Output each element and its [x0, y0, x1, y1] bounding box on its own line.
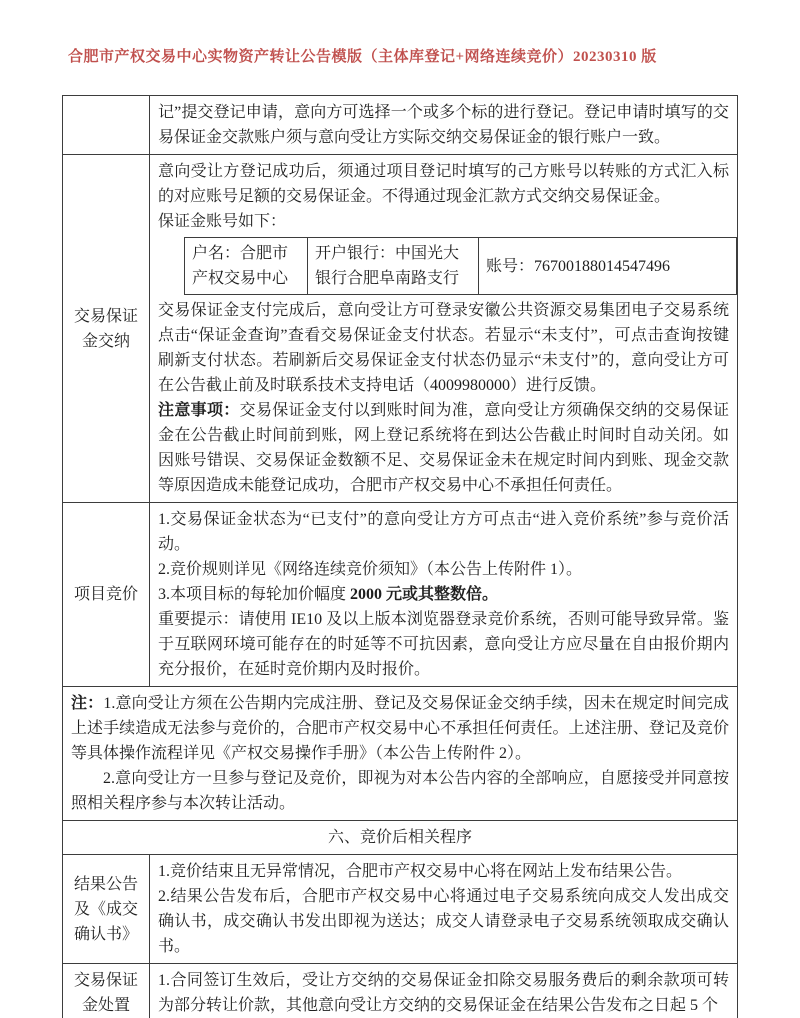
row-label-deposit-disposal: 交易保证金处置 [63, 964, 150, 1018]
deposit-account-table [184, 237, 737, 295]
bidding-item-3 [158, 582, 729, 607]
note-item-1-text: 1.意向受让方须在公告期内完成注册、登记及交易保证金交纳手续，因未在规定时间完成上述手续造成无法参与竞价的，合肥市产权交易中心不承担任何责任。上述注册、登记及竞价等具体操作流程详见《产权交易操作手册》（本公告上传附件 2）。 [71, 695, 729, 762]
row-label-project-bidding: 项目竞价 [63, 503, 150, 687]
deposit-para-account-intro: 保证金账号如下： [158, 213, 287, 230]
bidding-item-3-prefix: 3.本项目标的每轮加价幅度 [158, 586, 351, 603]
note-item-1 [71, 691, 729, 766]
row-result-announcement [63, 855, 738, 964]
deposit-payment-cell [150, 155, 738, 503]
registration-continuation-text: 记”提交登记申请，意向方可选择一个或多个标的进行登记。登记申请时填写的交易保证金交款账户须与意向受让方实际交纳交易保证金的银行账户一致。 [158, 104, 729, 146]
note-label: 注： [71, 695, 104, 712]
bidding-item-1: 1.交易保证金状态为“已支付”的意向受让方方可点击“进入竞价系统”参与竞价活动。 [158, 511, 729, 553]
deposit-notice-text: 交易保证金支付以到账时间为准，意向受让方须确保交纳的交易保证金在公告截止时间前到账，网上登记系统将在到达公告截止时间时自动关闭。如因账号错误、交易保证金数额不足、交易保证金未在规定时间内到账、现金交款等原因造成未能登记成功，合肥市产权交易中心不承担任何责任。 [158, 402, 729, 494]
row-deposit-payment [63, 155, 738, 503]
result-item-1: 1.竞价结束且无异常情况，合肥市产权交易中心将在网站上发布结果公告。 [158, 863, 683, 880]
deposit-notice-label: 注意事项： [158, 402, 240, 419]
deposit-disposal-cell [150, 964, 738, 1018]
deposit-account-row [185, 238, 737, 295]
account-number-cell: 账号：76700188014547496 [479, 238, 737, 295]
row-registration-continuation [63, 96, 738, 155]
row-label-deposit-payment: 交易保证金交纳 [63, 155, 150, 503]
note-cell [63, 687, 738, 821]
disposal-item-1: 1.合同签订生效后，受让方交纳的交易保证金扣除交易服务费后的剩余款项可转为部分转让价款，其他意向受让方交纳的交易保证金在结果公告发布之日起 5 个 [158, 972, 729, 1014]
bidding-increment-value: 2000 元或其整数倍。 [350, 586, 499, 603]
row-label-result-announcement: 结果公告及《成交确认书》 [63, 855, 150, 964]
bidding-important-tip: 重要提示：请使用 IE10 及以上版本浏览器登录竞价系统，否则可能导致异常。鉴于互联网环境可能存在的时延等不可抗因素，意向受让方应尽量在自由报价期内充分报价，在延时竞价期内及时报价。 [158, 611, 729, 678]
deposit-para-notice [158, 398, 729, 498]
doc-title: 合肥市产权交易中心实物资产转让公告模版（主体库登记+网络连续竞价）20230310 版 [68, 49, 657, 65]
row-label-empty [63, 96, 150, 155]
notice-table [62, 95, 738, 1018]
row-deposit-disposal [63, 964, 738, 1018]
section-header-cell: 六、竞价后相关程序 [63, 821, 738, 855]
note-item-2: 2.意向受让方一旦参与登记及竞价，即视为对本公告内容的全部响应，自愿接受并同意按照相关程序参与本次转让活动。 [71, 770, 729, 812]
project-bidding-cell [150, 503, 738, 687]
deposit-para-payment-status: 交易保证金支付完成后，意向受让方可登录安徽公共资源交易集团电子交易系统点击“保证金查询”查看交易保证金支付状态。若显示“未支付”，可点击查询按键刷新支付状态。若刷新后交易保证金支付状态仍显示“未支付”的，意向受让方可在公告截止前及时联系技术支持电话（4009980000）进行反馈。 [158, 302, 729, 394]
row-section-header [63, 821, 738, 855]
account-bank-cell: 开户银行：中国光大银行合肥阜南路支行 [308, 238, 479, 295]
deposit-para-transfer: 意向受让方登记成功后，须通过项目登记时填写的己方账号以转账的方式汇入标的对应账号足额的交易保证金。不得通过现金汇款方式交纳交易保证金。 [158, 163, 729, 205]
result-item-2: 2.结果公告发布后，合肥市产权交易中心将通过电子交易系统向成交人发出成交确认书，成交确认书发出即视为送达；成交人请登录电子交易系统领取成交确认书。 [158, 888, 729, 955]
account-holder-cell: 户名：合肥市产权交易中心 [185, 238, 308, 295]
row-project-bidding [63, 503, 738, 687]
result-announcement-cell [150, 855, 738, 964]
registration-continuation-cell [150, 96, 738, 155]
row-note [63, 687, 738, 821]
bidding-item-2: 2.竞价规则详见《网络连续竞价须知》（本公告上传附件 1）。 [158, 561, 583, 578]
